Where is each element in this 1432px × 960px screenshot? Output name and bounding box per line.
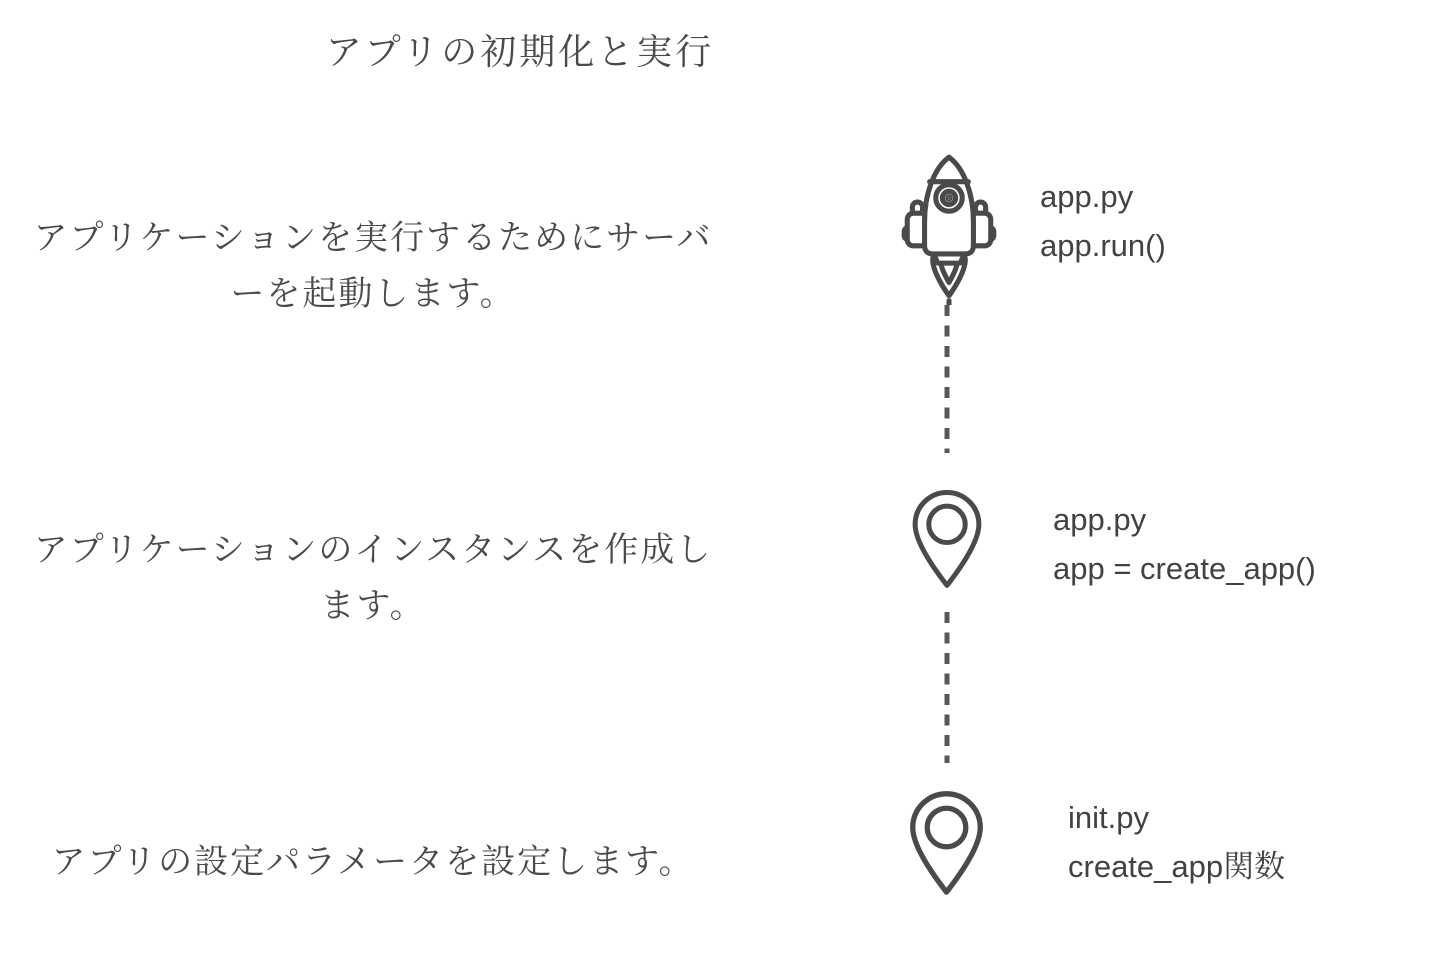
step-label-run (1040, 172, 1166, 270)
step-description-instance: アプリケーションのインスタンスを作成します。 (33, 531, 713, 625)
label-code: app.run() (1040, 228, 1166, 263)
rocket-icon (893, 152, 1005, 305)
label-code: create_app関数 (1068, 849, 1286, 884)
label-file: app.py (1040, 179, 1134, 214)
step-description-run: アプリケーションを実行するためにサーバーを起動します。 (33, 219, 713, 313)
dashed-connector (944, 303, 950, 460)
step-label-config (1068, 793, 1285, 891)
dashed-connector (944, 610, 950, 770)
step-label-instance (1053, 495, 1316, 593)
label-code: app = create_app() (1053, 551, 1316, 586)
label-file: app.py (1053, 502, 1147, 537)
map-pin-icon (903, 788, 990, 896)
step-description-config: アプリの設定パラメータを設定します。 (51, 843, 695, 881)
map-pin-icon (906, 487, 988, 589)
diagram-title: アプリの初期化と実行 (325, 31, 715, 72)
label-file: init.py (1068, 800, 1149, 835)
